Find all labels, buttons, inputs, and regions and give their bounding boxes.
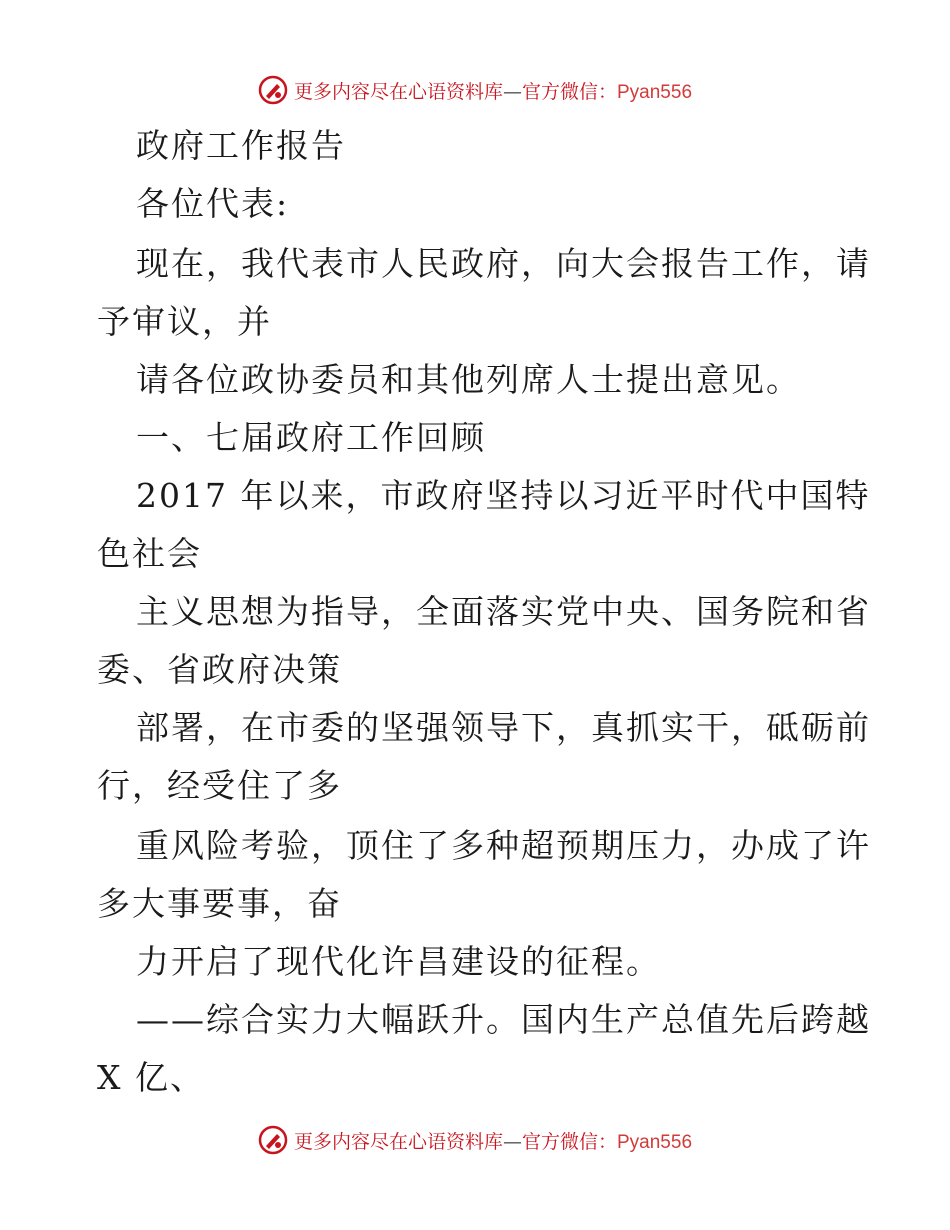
watermark-separator: — xyxy=(502,80,522,103)
watermark-text xyxy=(294,1127,692,1154)
watermark-tail: 官方微信： xyxy=(521,80,617,103)
text-line: 予审议，并 xyxy=(97,302,272,341)
text-line: ——综合实力大幅跃升。国内生产总值先后跨越 xyxy=(136,1000,871,1039)
text-line: 部署，在市委的坚强领导下，真抓实干，砥砺前 xyxy=(136,708,871,747)
text-line: 行，经受住了多 xyxy=(97,766,342,805)
footer-watermark xyxy=(0,1120,950,1160)
text-line: X 亿、 xyxy=(97,1058,205,1097)
text-line: 重风险考验，顶住了多种超预期压力，办成了许 xyxy=(136,826,871,865)
watermark-separator: — xyxy=(502,1130,522,1153)
text-line: 现在，我代表市人民政府，向大会报告工作，请 xyxy=(136,244,871,283)
text-line: 主义思想为指导，全面落实党中央、国务院和省 xyxy=(136,592,871,631)
text-line: 力开启了现代化许昌建设的征程。 xyxy=(136,942,661,981)
watermark-main: 更多内容尽在心语资料库 xyxy=(293,1130,503,1153)
watermark-main: 更多内容尽在心语资料库 xyxy=(293,80,503,103)
watermark-id: Pyan556 xyxy=(617,81,693,103)
watermark-text xyxy=(294,77,692,104)
document-title: 政府工作报告 xyxy=(136,126,346,165)
text-line: 2017 年以来，市政府坚持以习近平时代中国特 xyxy=(136,476,871,515)
text-line: 请各位政协委员和其他列席人士提出意见。 xyxy=(136,360,801,399)
section-heading: 一、七届政府工作回顾 xyxy=(136,418,486,457)
salutation: 各位代表: xyxy=(136,184,290,223)
text-line: 色社会 xyxy=(97,534,202,573)
watermark-id: Pyan556 xyxy=(617,1131,693,1153)
text-line: 多大事要事，奋 xyxy=(97,884,342,923)
logo-icon xyxy=(258,1125,288,1155)
watermark-tail: 官方微信： xyxy=(521,1130,617,1153)
logo-icon xyxy=(258,75,288,105)
header-watermark xyxy=(0,70,950,110)
text-line: 委、省政府决策 xyxy=(97,650,342,689)
